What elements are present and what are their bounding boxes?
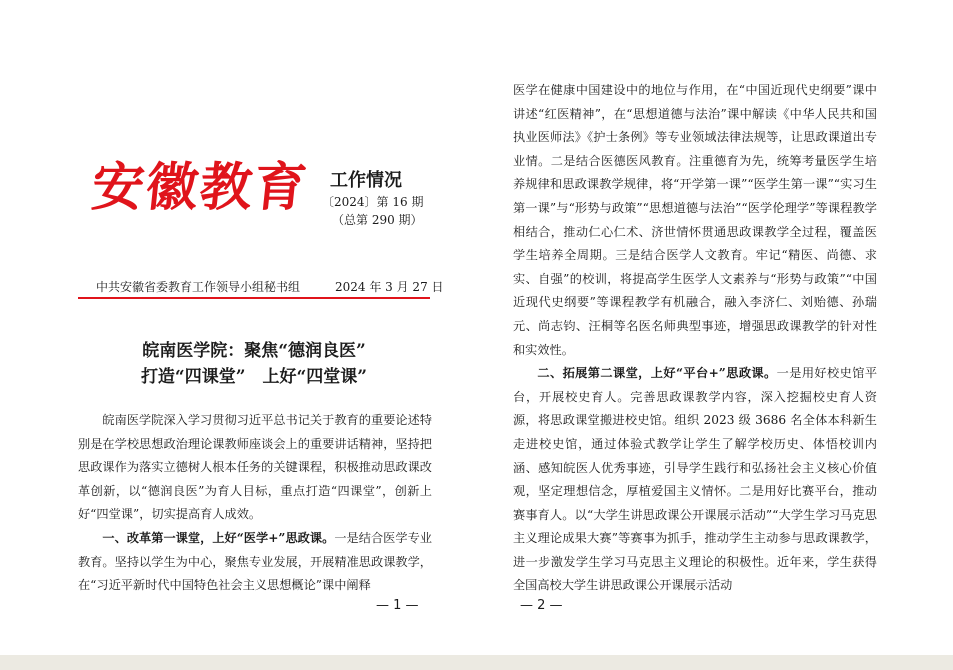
page-number-2: — 2 —	[520, 598, 563, 613]
section1-heading: 一、改革第一课堂，上好“医学+”思政课。	[102, 530, 335, 545]
page-number-1: — 1 —	[376, 598, 419, 613]
masthead-logo: 安徽教育	[88, 157, 312, 218]
issuing-organization: 中共安徽省委教育工作领导小组秘书组	[96, 280, 301, 294]
intro-paragraph: 皖南医学院深入学习贯彻习近平总书记关于教育的重要论述特别是在学校思想政治理论课教师座谈会上的重要讲话精神，坚持把思政课作为落实立德树人根本任务的关键课程，积极推动思政课改革创新，以“德润良医”为育人目标，重点打造“四课堂”，创新上好“四堂课”，切实提高育人成效。	[78, 413, 432, 522]
red-divider	[78, 297, 430, 299]
article-title-line2: 打造“四课堂” 上好“四堂课”	[140, 367, 368, 387]
right-column	[513, 79, 877, 598]
section2-text: 一是用好校史馆平台，开展校史育人。完善思政课教学内容，深入挖掘校史育人资源，将思政课堂搬进校史馆。组织 2023 级 3686 名全体本科新生走进校史馆，通过体验式教学让学生了解学校历史、体悟校训内涵、感知皖医人优秀事迹，引导学生践行和弘扬社会主义核心价值观，坚定理想信念，厚植爱国主义情怀。二是用好比赛平台，推动赛事育人。以“大学生讲思政课公开课展示活动”“大学生学习马克思主义理论成果大赛”等赛事为抓手，推动学生主动参与思政课教学，进一步激发学生学习马克思主义理论的积极性。近年来，学生获得全国高校大学生讲思政课公开课展示活动	[513, 366, 878, 593]
publication-subtitle: 工作情况	[330, 170, 402, 191]
section2-paragraph	[513, 362, 877, 598]
total-issue-number: （总第 290 期）	[332, 213, 423, 227]
left-column	[78, 409, 432, 598]
issue-number: 〔2024〕第 16 期	[322, 195, 424, 209]
article-title-line1: 皖南医学院：聚焦“德润良医”	[142, 341, 366, 361]
viewer-bottom-strip	[0, 655, 953, 670]
section2-heading: 二、拓展第二课堂，上好“平台+”思政课。	[537, 366, 777, 381]
issue-date: 2024 年 3 月 27 日	[335, 280, 444, 294]
section1-continued: 医学在健康中国建设中的地位与作用，在“中国近现代史纲要”课中讲述“红医精神”，在“思想道德与法治”课中解读《中华人民共和国执业医师法》《护士条例》等专业领域法律法规等，让思政课道出专业情。二是结合医德医风教育。注重德育为先，统筹考量医学生培养规律和思政课教学规律，将“开学第一课”“医学生第一课”“实习生第一课”与“形势与政策”“思想道德与法治”“医学伦理学”等课程教学相结合，推动仁心仁术、济世情怀贯通思政课教学全过程，覆盖医学生培养全周期。三是结合医学人文教育。牢记“精医、尚德、求实、自强”的校训，将提高学生医学人文素养与“形势与政策”“中国近现代史纲要”等课程教学有机融合，融入李济仁、刘贻德、孙瑞元、尚志钧、汪桐等名医名师典型事迹，增强思政课教学的针对性和实效性。	[513, 83, 877, 357]
section1-paragraph	[78, 527, 432, 598]
section1-text: 一是结合医学专业教育。坚持以学生为中心，聚焦专业发展，开展精准思政课教学，在“习近平新时代中国特色社会主义思想概论”课中阐释	[78, 530, 432, 593]
